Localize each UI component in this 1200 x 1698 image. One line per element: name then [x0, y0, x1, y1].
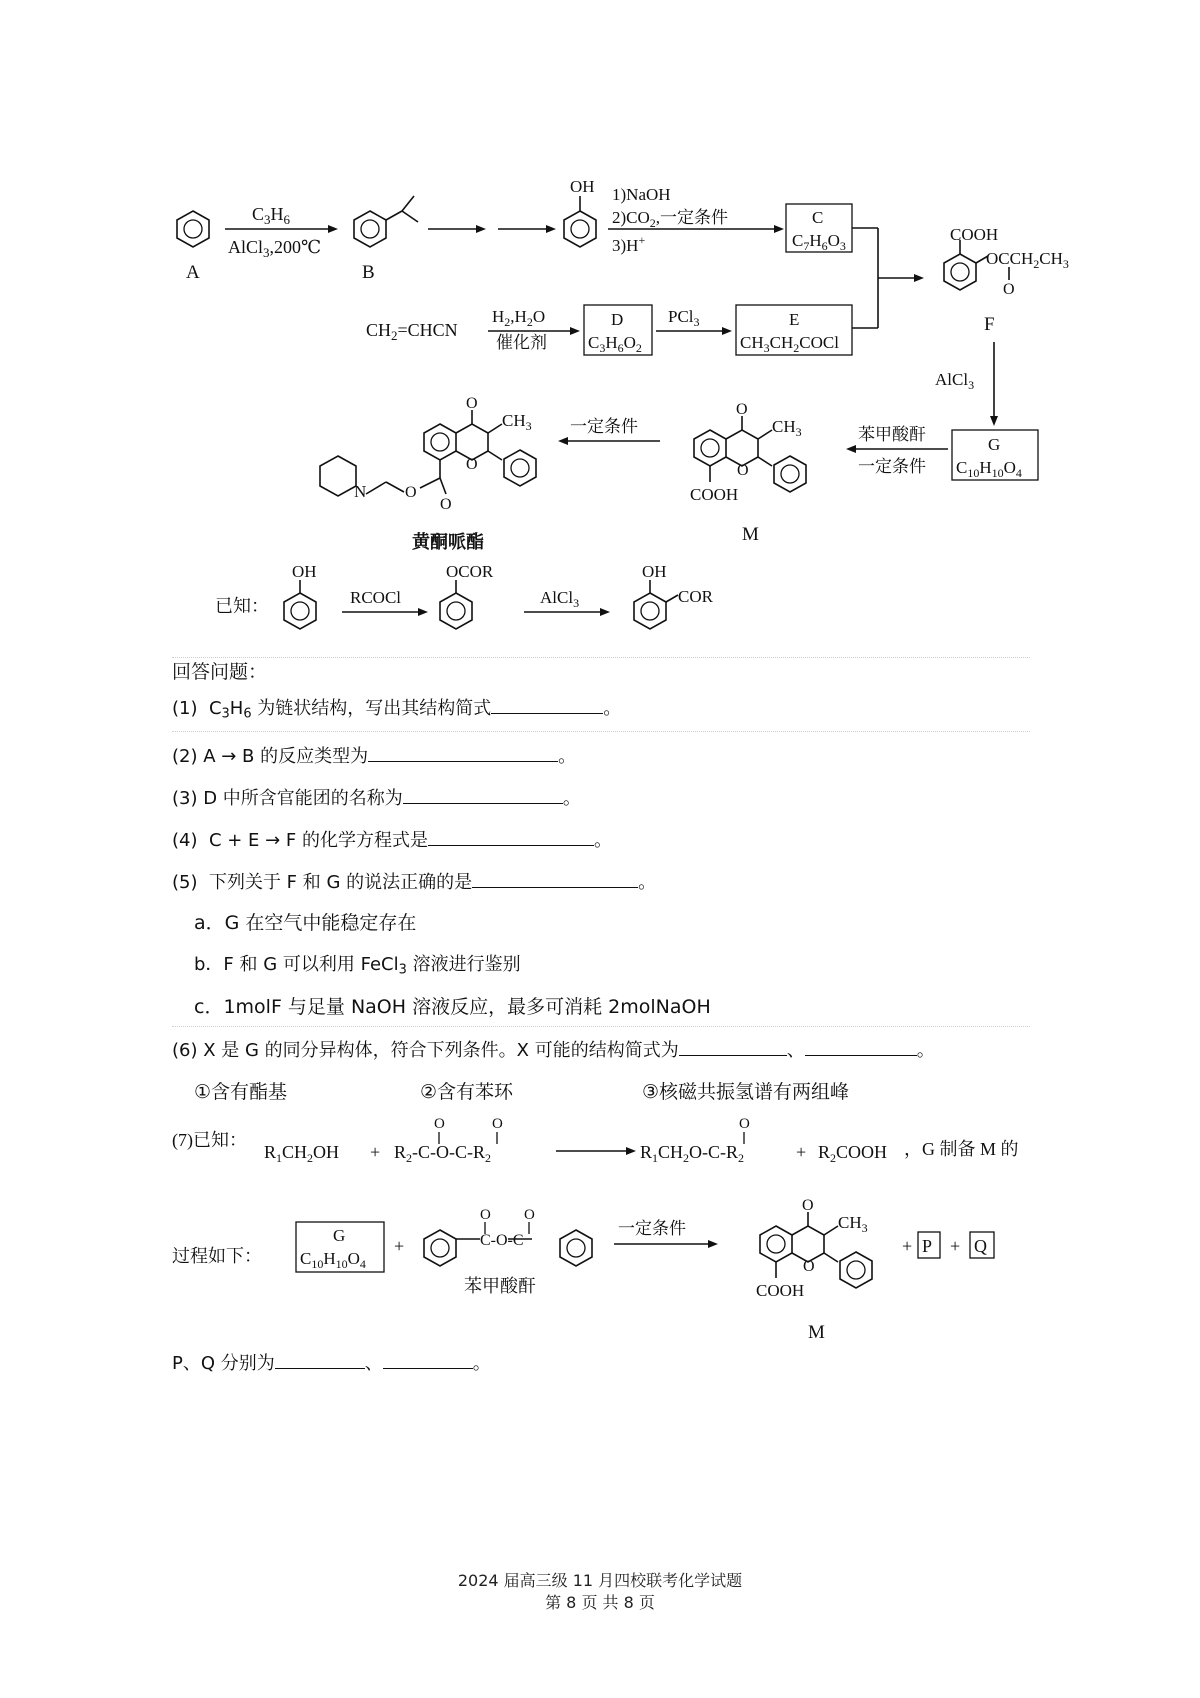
condition-1: ①含有酯基: [194, 1081, 288, 1103]
drug-CH3: $CH_3$: [502, 411, 532, 433]
q7-plus-c: +: [950, 1236, 961, 1256]
phenol-OH: OH: [570, 177, 595, 196]
M-ring-O: O: [737, 462, 749, 479]
q7-M-carbonyl-O: O: [802, 1197, 814, 1214]
q7-process-label: 过程如下：: [172, 1246, 262, 1266]
box-E-letter: E: [789, 310, 800, 329]
option-b[interactable]: b．F 和 G 可以利用 FeCl$_3$ 溶液进行鉴别: [194, 954, 521, 978]
kolbe-step3: 3)H+: [612, 233, 646, 255]
M-carbonyl-O: O: [736, 401, 748, 418]
q7-plus2: +: [796, 1142, 807, 1162]
kolbe-step2: $2)CO_2$,一定条件: [612, 208, 729, 230]
q7-M-CH3: $CH_3$: [838, 1213, 868, 1235]
box-P-label: P: [922, 1236, 933, 1256]
q7-tail: ，G 制备 M 的: [904, 1139, 1019, 1159]
condition-drug: 一定条件: [570, 417, 638, 436]
box-G-formula: $C_{10}H_{10}O_4$: [956, 458, 1022, 480]
label-M: M: [742, 524, 759, 545]
question-5: (5) 下列关于 F 和 G 的说法正确的是 。: [172, 869, 656, 895]
known-product-COR: COR: [678, 587, 713, 606]
question-2: (2) A → B 的反应类型为 。: [172, 743, 576, 769]
condition-AlCl3-200C: AlCl$_3$,200℃: [228, 237, 322, 260]
anhydride-O1: O: [480, 1207, 491, 1223]
F-COOH: COOH: [950, 225, 999, 244]
q7-plus1: +: [370, 1142, 381, 1162]
question-1: (1) $C_3H_6$ 为链状结构，写出其结构简式 。: [172, 695, 621, 727]
drug-name: 黄酮哌酯: [412, 532, 484, 552]
drug-carbonyl-O: O: [466, 395, 478, 412]
reagent-benzoic-anhydride: 苯甲酸酐: [858, 425, 926, 444]
reagent-H2-H2O: $H_2,H_2O$: [492, 307, 546, 329]
reagent-PCl3: PCl$_3$: [668, 307, 700, 329]
known-label: 已知：: [215, 596, 269, 616]
q7-anhydride-name: 苯甲酸酐: [464, 1276, 536, 1296]
box-E-formula: $CH_3CH_2COCl$: [740, 333, 839, 355]
condition-3: ③核磁共振氢谱有两组峰: [642, 1081, 850, 1103]
q7-plus-b: +: [902, 1236, 913, 1256]
condition-2: ②含有苯环: [420, 1081, 514, 1103]
box-Q-label: Q: [974, 1236, 987, 1256]
box-D-letter: D: [611, 310, 624, 329]
q7-box-G-formula: $C_{10}H_{10}O_4$: [300, 1249, 366, 1271]
q7-lhs2-O2: O: [492, 1116, 503, 1132]
q7-rhs2: $R_2COOH$: [818, 1142, 888, 1165]
q7-rhs1-O: O: [739, 1116, 750, 1132]
label-A: A: [186, 262, 200, 283]
q7-plus-a: +: [394, 1236, 405, 1256]
M-COOH: COOH: [690, 485, 739, 504]
label-F: F: [984, 314, 995, 335]
answer-blank-Q[interactable]: [383, 1350, 473, 1369]
q7-lhs2-O1: O: [434, 1116, 445, 1132]
anhydride-O2: O: [524, 1207, 535, 1223]
anhydride-core: C-O-C: [480, 1232, 524, 1249]
q7-lhs1: $R_1CH_2OH$: [264, 1142, 340, 1165]
q7-condition: 一定条件: [618, 1219, 686, 1238]
question-3: (3) D 中所含官能团的名称为 。: [172, 785, 581, 811]
box-G-letter: G: [988, 435, 1001, 454]
known-reagent-AlCl3: AlCl$_3$: [540, 588, 580, 610]
reagent-AlCl3: AlCl$_3$: [935, 370, 975, 392]
answer-blank-P[interactable]: [275, 1350, 365, 1369]
box-C-letter: C: [812, 208, 824, 227]
kolbe-step1: 1)NaOH: [612, 185, 671, 204]
drug-N: N: [354, 482, 367, 501]
F-carbonyl-O: O: [1003, 281, 1015, 298]
q7-M-ring-O: O: [803, 1258, 815, 1275]
M-CH3: $CH_3$: [772, 417, 802, 439]
reagent-C3H6: $C_3H_6$: [252, 204, 291, 227]
condition-M: 一定条件: [858, 457, 926, 476]
box-C-formula: $C_7H_6O_3$: [792, 231, 846, 253]
option-a[interactable]: a．G 在空气中能稳定存在: [194, 912, 417, 934]
F-ester: $OCCH_2CH_3$: [986, 249, 1069, 271]
q7-label: (7)已知：: [172, 1130, 247, 1150]
condition-catalyst: 催化剂: [496, 333, 547, 352]
question-6: (6) X 是 G 的同分异构体，符合下列条件。X 可能的结构简式为 、 。: [172, 1037, 935, 1063]
q7-lhs2: $R_2-C-O-C-R_2$: [394, 1142, 492, 1165]
q7-M-label: M: [808, 1322, 825, 1343]
question-4: (4) C + E → F 的化学方程式是 。: [172, 827, 612, 853]
label-B: B: [362, 262, 375, 283]
known-product-OH: OH: [642, 562, 667, 581]
footer-title: 2024 届高三级 11 月四校联考化学试题: [457, 1571, 743, 1590]
known-OH: OH: [292, 562, 317, 581]
q7-box-G-letter: G: [333, 1226, 346, 1245]
drug-ester-O: O: [405, 484, 417, 501]
drug-ester-carbonyl-O: O: [440, 496, 452, 513]
q7-rhs1: $R_1CH_2O-C-R_2$: [640, 1142, 745, 1165]
drug-ring-O: O: [466, 456, 478, 473]
question-7-answer: P、Q 分别为 、 。: [172, 1350, 491, 1376]
footer-page: 第 8 页 共 8 页: [545, 1593, 655, 1612]
known-OCOR: OCOR: [446, 562, 494, 581]
q7-M-COOH: COOH: [756, 1281, 805, 1300]
known-reagent-RCOCl: RCOCl: [350, 588, 402, 607]
intro: 回答问题：: [172, 661, 268, 683]
option-c[interactable]: c．1molF 与足量 NaOH 溶液反应，最多可消耗 2molNaOH: [194, 996, 711, 1018]
box-D-formula: $C_3H_6O_2$: [588, 333, 642, 355]
acrylonitrile: $CH_2=CHCN$: [366, 320, 458, 343]
